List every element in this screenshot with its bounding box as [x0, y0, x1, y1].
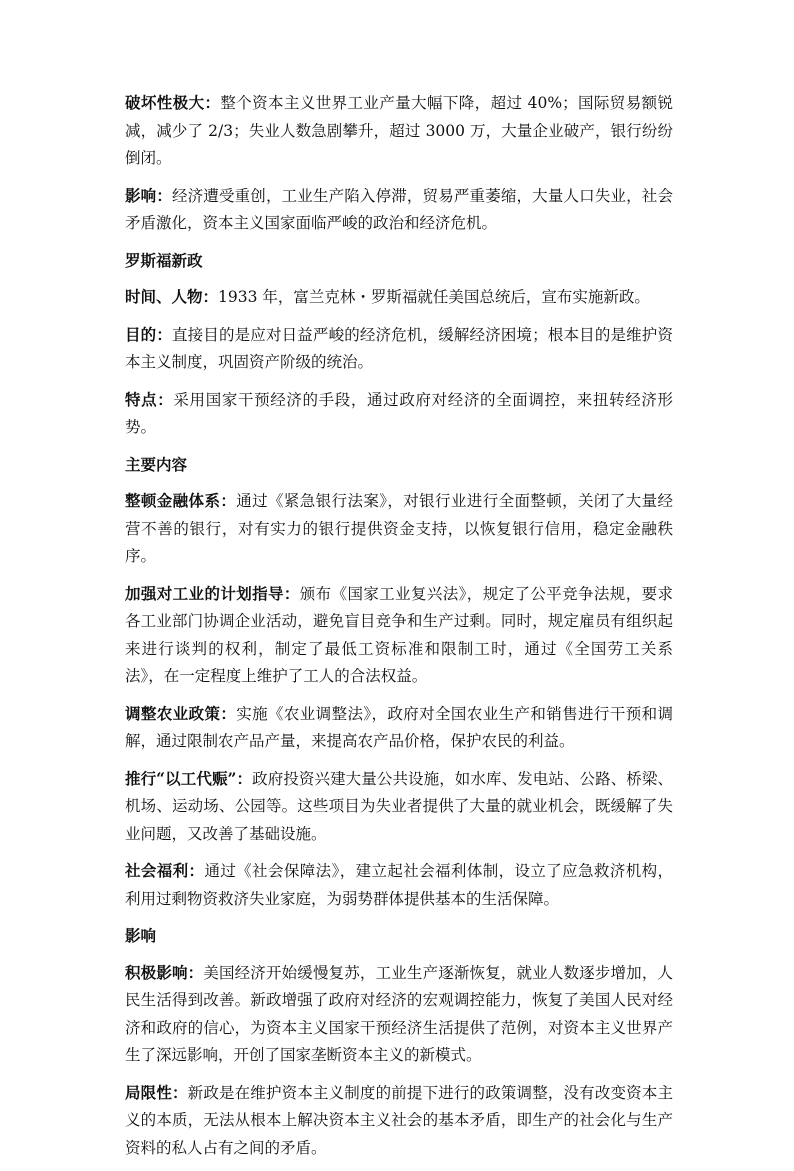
paragraph-destructiveness [125, 89, 673, 173]
paragraph-text: 采用国家干预经济的手段，通过政府对经济的全面调控，来扭转经济形势。 [125, 390, 673, 436]
paragraph-label: 目的： [125, 324, 172, 344]
paragraph-label: 整顿金融体系： [125, 491, 237, 510]
paragraph-text: 经济遭受重创，工业生产陷入停滞，贸易严重萎缩，大量人口失业，社会矛盾激化，资本主义国家面临严峻的政治和经济危机。 [125, 186, 673, 232]
paragraph-label: 特点： [125, 389, 174, 409]
paragraph-text: 新政是在维护资本主义制度的前提下进行的政策调整，没有改变资本主义的本质，无法从根本上解决资本主义社会的基本矛盾，即生产的社会化与生产资料的私人占有之间的矛盾。 [125, 1083, 673, 1157]
paragraph-impact-crisis [125, 182, 673, 238]
paragraph-work-relief [125, 765, 673, 849]
paragraph-positive-impact [125, 959, 673, 1070]
paragraph-time-person [125, 283, 673, 312]
paragraph-social-welfare [125, 857, 673, 913]
paragraph-label: 时间、人物： [125, 287, 219, 306]
paragraph-label: 加强对工业的计划指导： [125, 583, 300, 603]
document-page [125, 89, 673, 1171]
paragraph-label: 局限性： [125, 1082, 188, 1102]
paragraph-text: 颁布《国家工业复兴法》，规定了公平竞争法规，要求各工业部门协调企业活动，避免盲目竞争和生产过剩。同时，规定雇员有组织起来进行谈判的权利，制定了最低工资标准和限制工时，通过《全国劳工关系法》，在一定程度上维护了工人的合法权益。 [125, 584, 673, 685]
paragraph-finance [125, 487, 673, 571]
paragraph-text: 通过《社会保障法》，建立起社会福利体制，设立了应急救济机构，利用过剩物资救济失业家庭，为弱势群体提供基本的生活保障。 [125, 862, 673, 908]
paragraph-label: 破坏性极大： [125, 93, 221, 112]
paragraph-text: 通过《紧急银行法案》，对银行业进行全面整顿，关闭了大量经营不善的银行，对有实力的银行提供资金支持，以恢复银行信用，稳定金融秩序。 [125, 492, 673, 565]
paragraph-agriculture [125, 700, 673, 756]
paragraph-limitations [125, 1079, 673, 1163]
paragraph-features [125, 386, 673, 442]
paragraph-text: 实施《农业调整法》，政府对全国农业生产和销售进行干预和调解，通过限制农产品产量，来提高农产品价格，保护农民的利益。 [125, 704, 673, 750]
paragraph-label: 影响： [125, 185, 172, 205]
paragraph-text: 美国经济开始缓慢复苏，工业生产逐渐恢复，就业人数逐步增加，人民生活得到改善。新政增强了政府对经济的宏观调控能力，恢复了美国人民对经济和政府的信心，为资本主义国家干预经济生活提供了范例，对资本主义世界产生了深远影响，开创了国家垄断资本主义的新模式。 [125, 963, 673, 1064]
paragraph-text: 政府投资兴建大量公共设施，如水库、发电站、公路、桥梁、机场、运动场、公园等。这些项目为失业者提供了大量的就业机会，既缓解了失业问题，又改善了基础设施。 [125, 769, 673, 843]
paragraph-industry [125, 580, 673, 691]
section-heading-main-content: 主要内容 [125, 454, 188, 474]
paragraph-text: 整个资本主义世界工业产量大幅下降，超过 40%；国际贸易额锐减，减少了 2/3；失业人数急剧攀升，超过 3000 万，大量企业破产，银行纷纷倒闭。 [125, 94, 673, 167]
paragraph-purpose [125, 321, 673, 377]
paragraph-text: 1933 年，富兰克林・罗斯福就任美国总统后，宣布实施新政。 [218, 288, 650, 306]
paragraph-label: 推行“以工代赈”： [125, 768, 253, 788]
paragraph-label: 调整农业政策： [125, 703, 237, 723]
paragraph-text: 直接目的是应对日益严峻的经济危机，缓解经济困境；根本目的是维护资本主义制度，巩固资产阶级的统治。 [125, 325, 673, 371]
section-heading-new-deal: 罗斯福新政 [125, 250, 203, 270]
paragraph-label: 社会福利： [125, 861, 205, 880]
paragraph-label: 积极影响： [125, 962, 204, 982]
section-heading-impact: 影响 [125, 926, 157, 945]
